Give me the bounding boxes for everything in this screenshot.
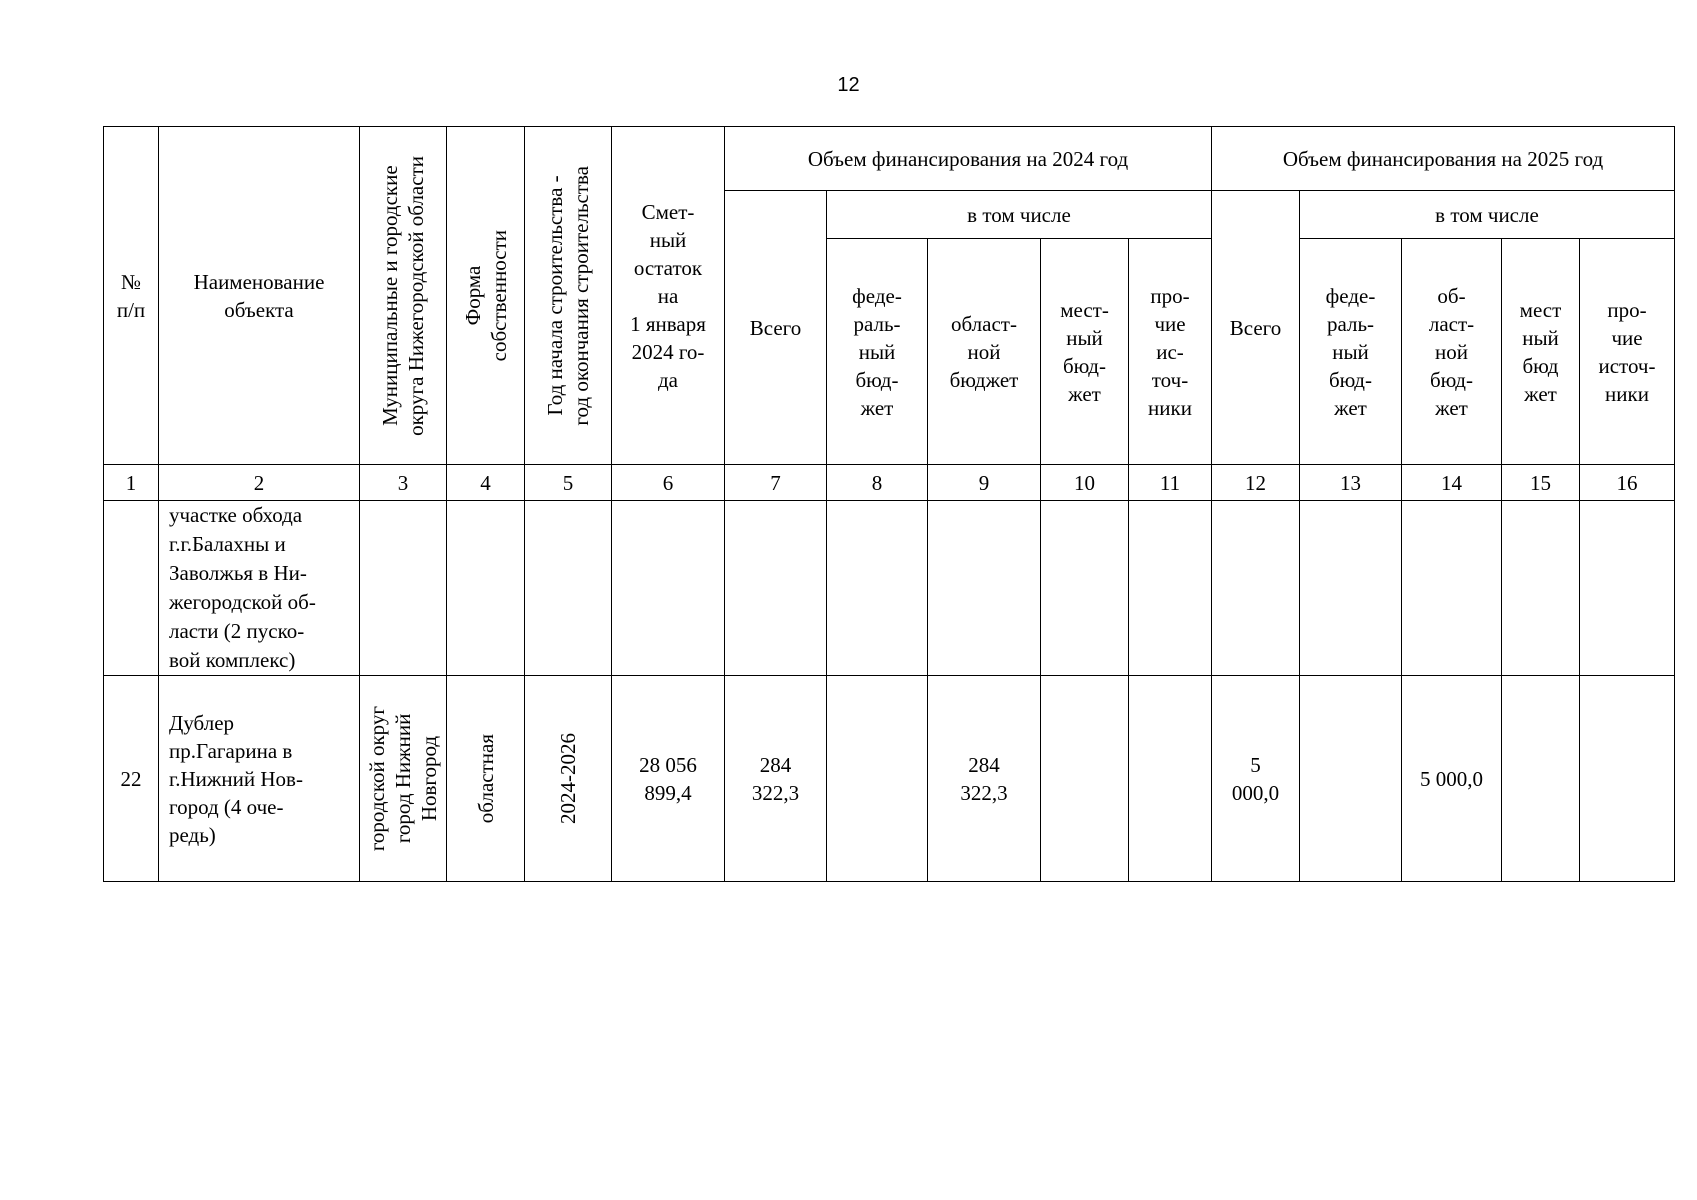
row-total-2025: 5 000,0 xyxy=(1212,676,1300,882)
column-number: 10 xyxy=(1041,465,1129,501)
row-object-name: Дублер пр.Гагарина в г.Нижний Нов- город (4 оче- редь) xyxy=(159,676,360,882)
row-years xyxy=(525,501,612,676)
header-ownership-text: Форма собственности xyxy=(460,229,511,362)
page-number: 12 xyxy=(837,74,860,96)
row-total-2024 xyxy=(725,501,827,676)
header-regional-2025: об- ласт- ной бюд- жет xyxy=(1402,239,1502,465)
header-group-2025: Объем финансирования на 2025 год xyxy=(1212,127,1675,191)
row-other-2024 xyxy=(1129,676,1212,882)
column-number: 8 xyxy=(827,465,928,501)
row-regional-2024 xyxy=(928,501,1041,676)
row-object-name: участке обхода г.г.Балахны и Заволжья в Ни- жегородской об- ласти (2 пуско- вой комплекс) xyxy=(159,501,360,676)
column-number: 15 xyxy=(1502,465,1580,501)
header-group-2024: Объем финансирования на 2024 год xyxy=(725,127,1212,191)
row-federal-2025 xyxy=(1300,676,1402,882)
header-federal-2024: феде- раль- ный бюд- жет xyxy=(827,239,928,465)
column-number: 11 xyxy=(1129,465,1212,501)
header-including-2024: в том числе xyxy=(827,191,1212,239)
row-num: 22 xyxy=(104,676,159,882)
header-municipality xyxy=(360,127,447,465)
row-years-text: 2024-2026 xyxy=(556,733,580,824)
header-years xyxy=(525,127,612,465)
row-local-2025 xyxy=(1502,501,1580,676)
header-other-2024: про- чие ис- точ- ники xyxy=(1129,239,1212,465)
row-num xyxy=(104,501,159,676)
header-years-text: Год начала строительства - год окончания строительства xyxy=(543,165,593,426)
header-total-2025: Всего xyxy=(1212,191,1300,465)
header-num: № п/п xyxy=(104,127,159,465)
header-local-2025: мест ный бюд жет xyxy=(1502,239,1580,465)
row-federal-2024 xyxy=(827,501,928,676)
row-ownership-text: областная xyxy=(473,733,498,824)
column-number: 14 xyxy=(1402,465,1502,501)
row-other-2025 xyxy=(1580,676,1675,882)
header-total-2024: Всего xyxy=(725,191,827,465)
header-ownership xyxy=(447,127,525,465)
row-remainder xyxy=(612,501,725,676)
row-regional-2025 xyxy=(1402,501,1502,676)
row-regional-2024: 284 322,3 xyxy=(928,676,1041,882)
row-years xyxy=(525,676,612,882)
row-local-2025 xyxy=(1502,676,1580,882)
column-number: 3 xyxy=(360,465,447,501)
column-number: 6 xyxy=(612,465,725,501)
row-total-2024: 284 322,3 xyxy=(725,676,827,882)
row-total-2025 xyxy=(1212,501,1300,676)
column-numbers-row xyxy=(104,465,1675,501)
header-including-2025: в том числе xyxy=(1300,191,1675,239)
column-number: 2 xyxy=(159,465,360,501)
row-regional-2025: 5 000,0 xyxy=(1402,676,1502,882)
row-local-2024 xyxy=(1041,501,1129,676)
column-number: 16 xyxy=(1580,465,1675,501)
column-number: 7 xyxy=(725,465,827,501)
column-number: 5 xyxy=(525,465,612,501)
header-municipality-text: Муниципальные и городские округа Нижегородской области xyxy=(378,155,428,436)
column-number: 13 xyxy=(1300,465,1402,501)
row-ownership xyxy=(447,501,525,676)
header-federal-2025: феде- раль- ный бюд- жет xyxy=(1300,239,1402,465)
table-row xyxy=(104,501,1675,676)
row-local-2024 xyxy=(1041,676,1129,882)
header-other-2025: про- чие источ- ники xyxy=(1580,239,1675,465)
column-number: 9 xyxy=(928,465,1041,501)
financing-table xyxy=(103,126,1675,882)
row-other-2025 xyxy=(1580,501,1675,676)
row-ownership xyxy=(447,676,525,882)
header-remainder: Смет- ный остаток на 1 января 2024 го- да xyxy=(612,127,725,465)
row-municipality xyxy=(360,501,447,676)
row-municipality-text: городской округ город Нижний Новгород xyxy=(365,705,441,852)
column-number: 4 xyxy=(447,465,525,501)
row-federal-2024 xyxy=(827,676,928,882)
table-row xyxy=(104,676,1675,882)
row-federal-2025 xyxy=(1300,501,1402,676)
column-number: 12 xyxy=(1212,465,1300,501)
header-object-name: Наименование объекта xyxy=(159,127,360,465)
header-local-2024: мест- ный бюд- жет xyxy=(1041,239,1129,465)
row-municipality xyxy=(360,676,447,882)
row-remainder: 28 056 899,4 xyxy=(612,676,725,882)
column-number: 1 xyxy=(104,465,159,501)
row-other-2024 xyxy=(1129,501,1212,676)
header-row-1 xyxy=(104,127,1675,191)
header-regional-2024: област- ной бюджет xyxy=(928,239,1041,465)
